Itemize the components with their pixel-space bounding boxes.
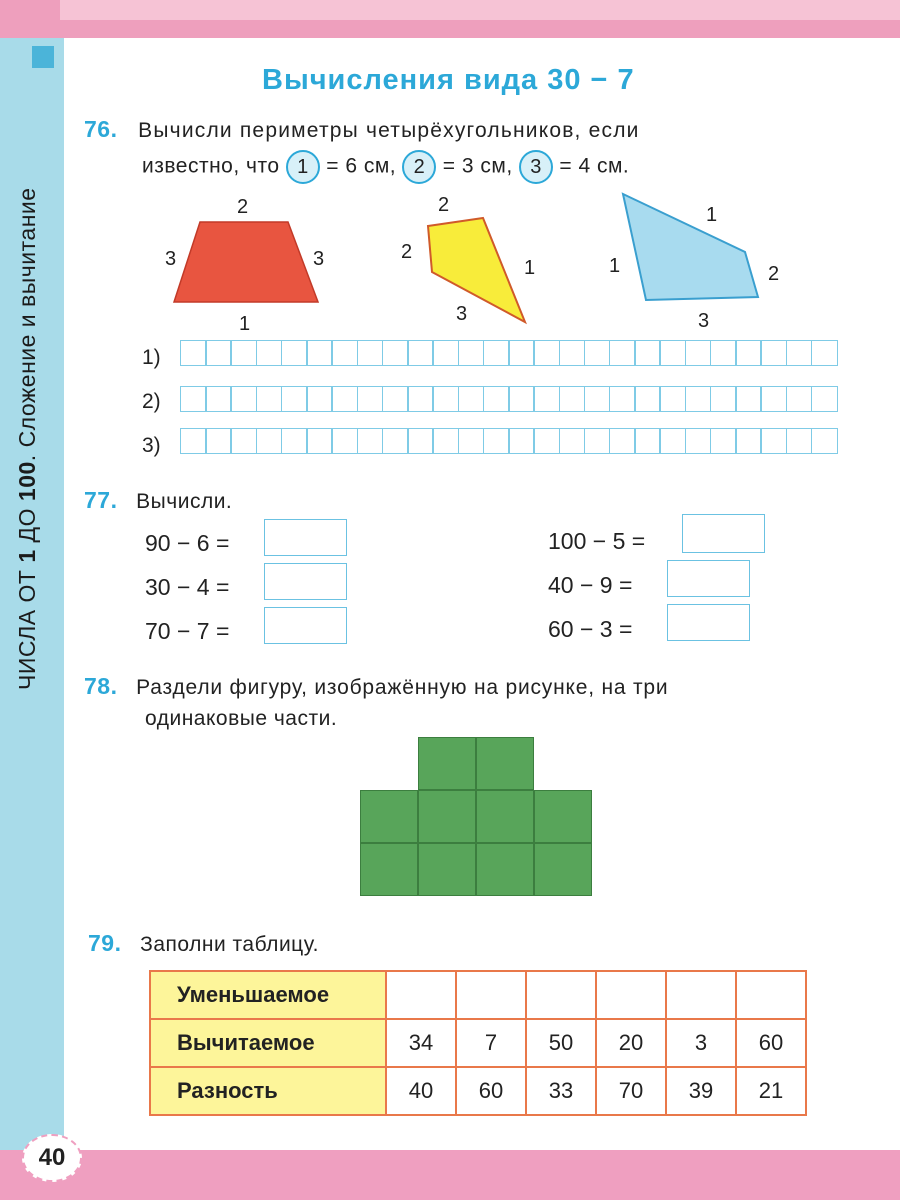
task-76-line2: известно, что 1 = 6 см, 2 = 3 см, 3 = 4 см. bbox=[142, 150, 629, 184]
quad3-right-label: 2 bbox=[768, 263, 780, 285]
task-79-number: 79. bbox=[88, 930, 122, 956]
grid-cell[interactable] bbox=[432, 428, 459, 454]
expression-right-1: 100 − 5 = bbox=[548, 528, 646, 554]
table-cell: 70 bbox=[596, 1067, 666, 1115]
grid-cell[interactable] bbox=[382, 386, 409, 412]
grid-cell[interactable] bbox=[382, 428, 409, 454]
page-title: Вычисления вида 30 − 7 bbox=[262, 64, 635, 96]
grid-cell[interactable] bbox=[710, 428, 737, 454]
grid-cell[interactable] bbox=[559, 386, 586, 412]
grid-cell[interactable] bbox=[584, 340, 611, 366]
trapezoid-top-label: 2 bbox=[237, 196, 249, 218]
table-cell-input[interactable] bbox=[456, 971, 526, 1019]
answer-box-right-3[interactable] bbox=[667, 604, 750, 641]
grid-cell[interactable] bbox=[811, 428, 838, 454]
blue-quadrilateral bbox=[623, 194, 758, 300]
grid-cell[interactable] bbox=[357, 428, 384, 454]
grid-cell[interactable] bbox=[659, 386, 686, 412]
quad2-left-label: 2 bbox=[401, 241, 413, 263]
grid-cell[interactable] bbox=[306, 340, 333, 366]
answer-box-left-3[interactable] bbox=[264, 607, 347, 644]
circled-1-icon: 1 bbox=[286, 150, 320, 184]
grid-cell[interactable] bbox=[735, 340, 762, 366]
grid-cell[interactable] bbox=[735, 386, 762, 412]
table-row-subtrahend bbox=[150, 1019, 806, 1067]
table-cell: 60 bbox=[736, 1019, 806, 1067]
grid-cell[interactable] bbox=[281, 386, 308, 412]
shape-cell bbox=[418, 790, 476, 843]
grid-cell[interactable] bbox=[483, 428, 510, 454]
task-77-text: Вычисли. bbox=[136, 490, 233, 513]
grid-cell[interactable] bbox=[256, 386, 283, 412]
grid-cell[interactable] bbox=[609, 340, 636, 366]
grid-cell[interactable] bbox=[508, 386, 535, 412]
grid-cell[interactable] bbox=[533, 386, 560, 412]
table-cell: 40 bbox=[386, 1067, 456, 1115]
grid-cell[interactable] bbox=[634, 340, 661, 366]
trapezoid-right-label: 3 bbox=[313, 248, 325, 270]
grid-cell[interactable] bbox=[483, 386, 510, 412]
subtraction-table bbox=[149, 970, 807, 1116]
answer-grid-row-1[interactable] bbox=[180, 340, 836, 366]
table-cell: 39 bbox=[666, 1067, 736, 1115]
grid-cell[interactable] bbox=[281, 340, 308, 366]
grid-cell[interactable] bbox=[533, 340, 560, 366]
grid-cell[interactable] bbox=[710, 340, 737, 366]
row-label-minuend: Уменьшаемое bbox=[150, 971, 386, 1019]
table-cell-input[interactable] bbox=[526, 971, 596, 1019]
quad3-left-label: 1 bbox=[609, 255, 621, 277]
grid-cell[interactable] bbox=[710, 386, 737, 412]
answer-grid-row-2[interactable] bbox=[180, 386, 836, 412]
table-cell: 21 bbox=[736, 1067, 806, 1115]
grid-cell[interactable] bbox=[659, 340, 686, 366]
table-cell: 20 bbox=[596, 1019, 666, 1067]
grid-cell[interactable] bbox=[180, 340, 207, 366]
answer-grid-row-3[interactable] bbox=[180, 428, 836, 454]
grid-cell[interactable] bbox=[584, 428, 611, 454]
answer-row-label-3: 3) bbox=[142, 434, 161, 457]
grid-cell[interactable] bbox=[786, 428, 813, 454]
grid-cell[interactable] bbox=[230, 386, 257, 412]
grid-cell[interactable] bbox=[508, 340, 535, 366]
table-cell: 50 bbox=[526, 1019, 596, 1067]
task-78-line1 bbox=[84, 673, 668, 700]
shape-cell bbox=[476, 737, 534, 790]
grid-cell[interactable] bbox=[432, 340, 459, 366]
grid-cell[interactable] bbox=[407, 428, 434, 454]
grid-cell[interactable] bbox=[432, 386, 459, 412]
grid-cell[interactable] bbox=[508, 428, 535, 454]
grid-cell[interactable] bbox=[180, 386, 207, 412]
grid-cell[interactable] bbox=[584, 386, 611, 412]
grid-cell[interactable] bbox=[230, 428, 257, 454]
table-cell: 60 bbox=[456, 1067, 526, 1115]
grid-cell[interactable] bbox=[357, 340, 384, 366]
grid-cell[interactable] bbox=[205, 428, 232, 454]
grid-cell[interactable] bbox=[786, 386, 813, 412]
grid-cell[interactable] bbox=[331, 428, 358, 454]
answer-box-right-1[interactable] bbox=[682, 514, 765, 553]
table-cell: 33 bbox=[526, 1067, 596, 1115]
grid-cell[interactable] bbox=[205, 386, 232, 412]
grid-cell[interactable] bbox=[230, 340, 257, 366]
grid-cell[interactable] bbox=[533, 428, 560, 454]
quadrilaterals-figure bbox=[0, 0, 900, 340]
answer-box-left-2[interactable] bbox=[264, 563, 347, 600]
grid-cell[interactable] bbox=[760, 428, 787, 454]
grid-cell[interactable] bbox=[811, 386, 838, 412]
grid-cell[interactable] bbox=[458, 386, 485, 412]
table-cell-input[interactable] bbox=[666, 971, 736, 1019]
expression-left-1: 90 − 6 = bbox=[145, 530, 230, 556]
task-79-heading bbox=[88, 930, 319, 957]
grid-cell[interactable] bbox=[760, 386, 787, 412]
grid-cell[interactable] bbox=[205, 340, 232, 366]
grid-cell[interactable] bbox=[735, 428, 762, 454]
task-78-number: 78. bbox=[84, 673, 118, 699]
shape-cell bbox=[360, 843, 418, 896]
shape-cell bbox=[476, 843, 534, 896]
task-78-line2: одинаковые части. bbox=[145, 707, 338, 730]
table-row-difference bbox=[150, 1067, 806, 1115]
expression-left-3: 70 − 7 = bbox=[145, 618, 230, 644]
task-77-heading bbox=[84, 487, 232, 514]
trapezoid-bottom-label: 1 bbox=[239, 313, 251, 335]
grid-cell[interactable] bbox=[357, 386, 384, 412]
grid-cell[interactable] bbox=[685, 428, 712, 454]
grid-cell[interactable] bbox=[559, 340, 586, 366]
grid-cell[interactable] bbox=[685, 386, 712, 412]
grid-cell[interactable] bbox=[407, 386, 434, 412]
quad3-bottom-label: 3 bbox=[698, 310, 710, 332]
table-cell-input[interactable] bbox=[596, 971, 666, 1019]
shape-cell bbox=[418, 843, 476, 896]
table-cell: 3 bbox=[666, 1019, 736, 1067]
task-76-number: 76. bbox=[84, 116, 118, 142]
answer-row-label-1: 1) bbox=[142, 346, 161, 369]
task-77-number: 77. bbox=[84, 487, 118, 513]
grid-cell[interactable] bbox=[180, 428, 207, 454]
quad3-top-label: 1 bbox=[706, 204, 718, 226]
trapezoid-left-label: 3 bbox=[165, 248, 177, 270]
grid-cell[interactable] bbox=[281, 428, 308, 454]
quad2-right-label: 1 bbox=[524, 257, 536, 279]
expression-left-2: 30 − 4 = bbox=[145, 574, 230, 600]
grid-cell[interactable] bbox=[331, 340, 358, 366]
shape-cell bbox=[476, 790, 534, 843]
answer-row-label-2: 2) bbox=[142, 390, 161, 413]
grid-cell[interactable] bbox=[559, 428, 586, 454]
table-cell-input[interactable] bbox=[736, 971, 806, 1019]
page-number: 40 bbox=[22, 1134, 82, 1182]
circled-2-icon: 2 bbox=[402, 150, 436, 184]
grid-cell[interactable] bbox=[685, 340, 712, 366]
row-label-difference: Разность bbox=[150, 1067, 386, 1115]
grid-cell[interactable] bbox=[256, 340, 283, 366]
expression-right-2: 40 − 9 = bbox=[548, 572, 633, 598]
grid-cell[interactable] bbox=[786, 340, 813, 366]
grid-cell[interactable] bbox=[659, 428, 686, 454]
expression-right-3: 60 − 3 = bbox=[548, 616, 633, 642]
table-row-minuend bbox=[150, 971, 806, 1019]
grid-cell[interactable] bbox=[811, 340, 838, 366]
grid-cell[interactable] bbox=[331, 386, 358, 412]
grid-cell[interactable] bbox=[609, 428, 636, 454]
grid-cell[interactable] bbox=[306, 428, 333, 454]
circled-3-icon: 3 bbox=[519, 150, 553, 184]
quad2-top-label: 2 bbox=[438, 194, 450, 216]
table-cell-input[interactable] bbox=[386, 971, 456, 1019]
grid-cell[interactable] bbox=[306, 386, 333, 412]
grid-cell[interactable] bbox=[634, 386, 661, 412]
task-76-text: Вычисли периметры четырёхугольников, если bbox=[138, 119, 640, 142]
table-cell: 34 bbox=[386, 1019, 456, 1067]
grid-cell[interactable] bbox=[458, 340, 485, 366]
grid-cell[interactable] bbox=[407, 340, 434, 366]
quad2-bottom-label: 3 bbox=[456, 303, 468, 325]
shape-cell bbox=[418, 737, 476, 790]
grid-cell[interactable] bbox=[458, 428, 485, 454]
yellow-quadrilateral bbox=[428, 218, 525, 322]
grid-cell[interactable] bbox=[609, 386, 636, 412]
grid-cell[interactable] bbox=[256, 428, 283, 454]
table-cell: 7 bbox=[456, 1019, 526, 1067]
grid-cell[interactable] bbox=[483, 340, 510, 366]
chapter-side-title: ЧИСЛА ОТ 1 ДО 100. Сложение и вычитание bbox=[14, 187, 40, 690]
bottom-decor-band bbox=[0, 1150, 900, 1200]
grid-cell[interactable] bbox=[382, 340, 409, 366]
answer-box-left-1[interactable] bbox=[264, 519, 347, 556]
answer-box-right-2[interactable] bbox=[667, 560, 750, 597]
shape-cell bbox=[534, 843, 592, 896]
task-78-text: Раздели фигуру, изображённую на рисунке, на три bbox=[136, 676, 669, 699]
grid-cell[interactable] bbox=[760, 340, 787, 366]
task-79-text: Заполни таблицу. bbox=[140, 933, 319, 956]
red-trapezoid bbox=[174, 222, 318, 302]
row-label-subtrahend: Вычитаемое bbox=[150, 1019, 386, 1067]
shape-cell bbox=[360, 790, 418, 843]
grid-cell[interactable] bbox=[634, 428, 661, 454]
shape-cell bbox=[534, 790, 592, 843]
